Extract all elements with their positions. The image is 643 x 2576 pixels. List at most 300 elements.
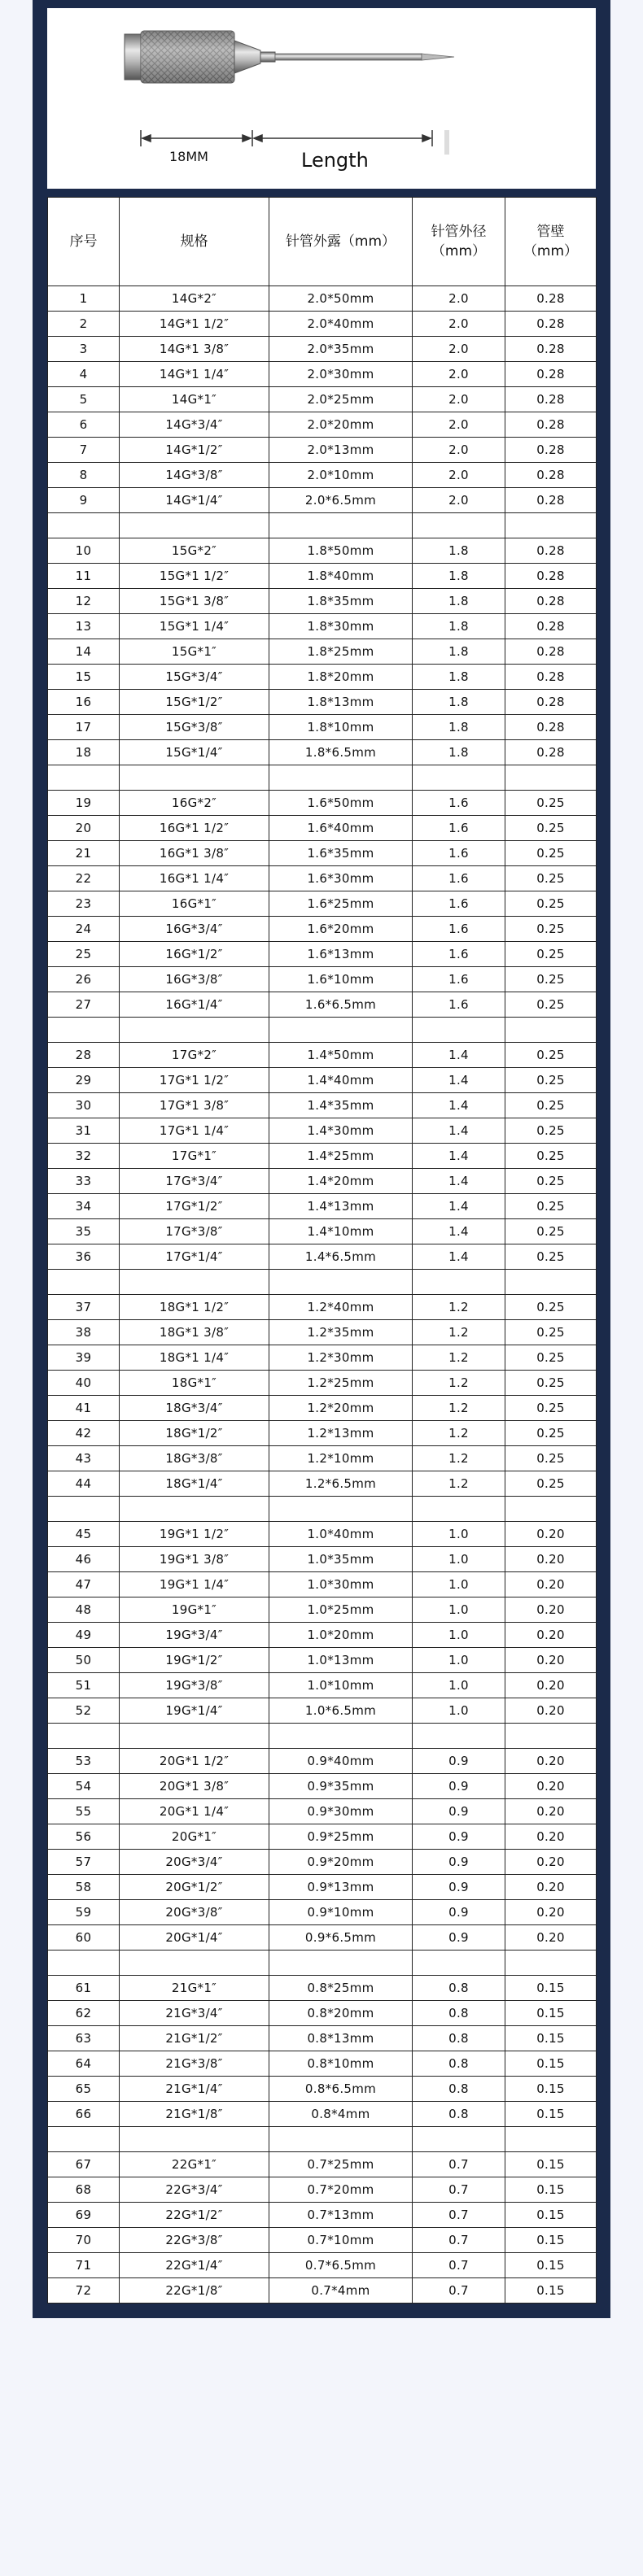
cell-wall: 0.20 bbox=[505, 1623, 597, 1648]
table-row bbox=[48, 488, 597, 513]
cell-seq: 65 bbox=[48, 2077, 120, 2102]
cell-exposure: 1.0*40mm bbox=[269, 1522, 413, 1547]
cell-exposure: 1.4*30mm bbox=[269, 1118, 413, 1144]
cell-seq: 28 bbox=[48, 1043, 120, 1068]
table-row bbox=[48, 1421, 597, 1446]
cell-exposure: 1.8*40mm bbox=[269, 564, 413, 589]
cell-exposure: 1.4*6.5mm bbox=[269, 1244, 413, 1270]
table-header-row bbox=[48, 198, 597, 286]
cell-wall: 0.20 bbox=[505, 1522, 597, 1547]
cell-seq: 20 bbox=[48, 816, 120, 841]
cell-outer-diameter: 1.2 bbox=[413, 1320, 505, 1345]
table-row bbox=[48, 2051, 597, 2077]
cell-seq: 48 bbox=[48, 1597, 120, 1623]
cell-wall: 0.25 bbox=[505, 1093, 597, 1118]
header-wall-line2: （mm） bbox=[523, 243, 579, 259]
cell-seq: 35 bbox=[48, 1219, 120, 1244]
table-row bbox=[48, 1976, 597, 2001]
cell-exposure: 1.8*25mm bbox=[269, 639, 413, 665]
cell-exposure: 1.2*20mm bbox=[269, 1396, 413, 1421]
cell-spec: 14G*1 1/2″ bbox=[120, 312, 269, 337]
separator-cell bbox=[413, 1724, 505, 1749]
cell-spec: 16G*1/4″ bbox=[120, 992, 269, 1018]
cell-outer-diameter: 1.0 bbox=[413, 1648, 505, 1673]
cell-seq: 40 bbox=[48, 1371, 120, 1396]
table-row bbox=[48, 1194, 597, 1219]
cell-spec: 15G*1 1/4″ bbox=[120, 614, 269, 639]
table-row bbox=[48, 639, 597, 665]
cell-outer-diameter: 2.0 bbox=[413, 438, 505, 463]
cell-spec: 16G*1 3/8″ bbox=[120, 841, 269, 866]
cell-seq: 22 bbox=[48, 866, 120, 891]
header-od-line1: 针管外径 bbox=[431, 224, 487, 240]
cell-wall: 0.25 bbox=[505, 1371, 597, 1396]
cell-seq: 64 bbox=[48, 2051, 120, 2077]
cell-outer-diameter: 1.6 bbox=[413, 866, 505, 891]
cell-outer-diameter: 1.4 bbox=[413, 1093, 505, 1118]
cell-seq: 43 bbox=[48, 1446, 120, 1471]
cell-wall: 0.25 bbox=[505, 841, 597, 866]
cell-spec: 22G*3/8″ bbox=[120, 2228, 269, 2253]
cell-spec: 19G*1″ bbox=[120, 1597, 269, 1623]
cell-outer-diameter: 1.4 bbox=[413, 1068, 505, 1093]
cell-spec: 19G*1 3/8″ bbox=[120, 1547, 269, 1572]
table-row bbox=[48, 2253, 597, 2278]
cell-wall: 0.28 bbox=[505, 589, 597, 614]
table-row bbox=[48, 387, 597, 412]
cell-outer-diameter: 1.0 bbox=[413, 1673, 505, 1698]
cell-seq: 67 bbox=[48, 2152, 120, 2177]
cell-outer-diameter: 1.4 bbox=[413, 1144, 505, 1169]
cell-wall: 0.15 bbox=[505, 2077, 597, 2102]
cell-outer-diameter: 0.9 bbox=[413, 1875, 505, 1900]
cell-exposure: 1.4*10mm bbox=[269, 1219, 413, 1244]
cell-seq: 58 bbox=[48, 1875, 120, 1900]
cell-spec: 15G*3/4″ bbox=[120, 665, 269, 690]
needle-diagram bbox=[47, 8, 596, 189]
header-wall bbox=[505, 198, 597, 286]
cell-exposure: 0.7*25mm bbox=[269, 2152, 413, 2177]
cell-exposure: 1.2*30mm bbox=[269, 1345, 413, 1371]
separator-cell bbox=[413, 1951, 505, 1976]
cell-outer-diameter: 0.7 bbox=[413, 2228, 505, 2253]
cell-wall: 0.20 bbox=[505, 1547, 597, 1572]
table-row bbox=[48, 1597, 597, 1623]
cell-wall: 0.20 bbox=[505, 1572, 597, 1597]
cell-wall: 0.28 bbox=[505, 362, 597, 387]
table-row bbox=[48, 816, 597, 841]
header-spec: 规格 bbox=[120, 198, 269, 286]
cell-exposure: 0.8*10mm bbox=[269, 2051, 413, 2077]
cell-spec: 20G*1″ bbox=[120, 1824, 269, 1850]
cell-outer-diameter: 1.6 bbox=[413, 942, 505, 967]
cell-outer-diameter: 1.8 bbox=[413, 639, 505, 665]
cell-spec: 14G*1/2″ bbox=[120, 438, 269, 463]
cell-wall: 0.20 bbox=[505, 1799, 597, 1824]
cell-spec: 18G*1/2″ bbox=[120, 1421, 269, 1446]
cell-seq: 10 bbox=[48, 538, 120, 564]
cell-exposure: 1.0*25mm bbox=[269, 1597, 413, 1623]
separator-cell bbox=[413, 2127, 505, 2152]
cell-exposure: 1.8*30mm bbox=[269, 614, 413, 639]
cell-spec: 19G*1 1/2″ bbox=[120, 1522, 269, 1547]
separator-cell bbox=[413, 765, 505, 791]
cell-wall: 0.28 bbox=[505, 564, 597, 589]
cell-outer-diameter: 0.9 bbox=[413, 1774, 505, 1799]
cell-wall: 0.25 bbox=[505, 791, 597, 816]
cell-seq: 60 bbox=[48, 1925, 120, 1951]
cell-outer-diameter: 1.4 bbox=[413, 1043, 505, 1068]
cell-seq: 72 bbox=[48, 2278, 120, 2304]
group-separator-row bbox=[48, 1018, 597, 1043]
cell-spec: 15G*1″ bbox=[120, 639, 269, 665]
separator-cell bbox=[505, 513, 597, 538]
separator-cell bbox=[48, 1951, 120, 1976]
cell-wall: 0.20 bbox=[505, 1648, 597, 1673]
cell-wall: 0.25 bbox=[505, 1043, 597, 1068]
cell-seq: 49 bbox=[48, 1623, 120, 1648]
cell-wall: 0.28 bbox=[505, 538, 597, 564]
table-row bbox=[48, 992, 597, 1018]
spec-table bbox=[47, 197, 597, 2304]
cell-exposure: 0.8*20mm bbox=[269, 2001, 413, 2026]
cell-seq: 15 bbox=[48, 665, 120, 690]
cell-spec: 15G*1/2″ bbox=[120, 690, 269, 715]
cell-exposure: 1.0*35mm bbox=[269, 1547, 413, 1572]
cell-outer-diameter: 0.8 bbox=[413, 2001, 505, 2026]
cell-seq: 32 bbox=[48, 1144, 120, 1169]
cell-exposure: 0.9*35mm bbox=[269, 1774, 413, 1799]
cell-spec: 17G*3/8″ bbox=[120, 1219, 269, 1244]
cell-wall: 0.15 bbox=[505, 2102, 597, 2127]
cell-exposure: 1.8*35mm bbox=[269, 589, 413, 614]
cell-outer-diameter: 1.6 bbox=[413, 992, 505, 1018]
cell-seq: 29 bbox=[48, 1068, 120, 1093]
cell-outer-diameter: 1.0 bbox=[413, 1572, 505, 1597]
cell-seq: 57 bbox=[48, 1850, 120, 1875]
cell-seq: 39 bbox=[48, 1345, 120, 1371]
cell-wall: 0.25 bbox=[505, 992, 597, 1018]
cell-outer-diameter: 1.4 bbox=[413, 1169, 505, 1194]
cell-exposure: 1.6*10mm bbox=[269, 967, 413, 992]
cell-outer-diameter: 1.2 bbox=[413, 1345, 505, 1371]
cell-spec: 22G*3/4″ bbox=[120, 2177, 269, 2203]
table-row bbox=[48, 1749, 597, 1774]
cell-seq: 70 bbox=[48, 2228, 120, 2253]
cell-wall: 0.20 bbox=[505, 1749, 597, 1774]
table-row bbox=[48, 2203, 597, 2228]
cell-wall: 0.25 bbox=[505, 967, 597, 992]
separator-cell bbox=[505, 2127, 597, 2152]
cell-outer-diameter: 1.2 bbox=[413, 1396, 505, 1421]
table-row bbox=[48, 438, 597, 463]
table-row bbox=[48, 614, 597, 639]
table-row bbox=[48, 2026, 597, 2051]
cell-seq: 68 bbox=[48, 2177, 120, 2203]
cell-outer-diameter: 1.0 bbox=[413, 1623, 505, 1648]
cell-outer-diameter: 1.8 bbox=[413, 614, 505, 639]
cell-seq: 46 bbox=[48, 1547, 120, 1572]
table-row bbox=[48, 1093, 597, 1118]
table-row bbox=[48, 1169, 597, 1194]
cell-seq: 25 bbox=[48, 942, 120, 967]
table-row bbox=[48, 1698, 597, 1724]
cell-seq: 13 bbox=[48, 614, 120, 639]
cell-wall: 0.28 bbox=[505, 387, 597, 412]
cell-exposure: 1.0*6.5mm bbox=[269, 1698, 413, 1724]
separator-cell bbox=[48, 1497, 120, 1522]
cell-outer-diameter: 2.0 bbox=[413, 463, 505, 488]
cell-exposure: 1.6*20mm bbox=[269, 917, 413, 942]
cell-wall: 0.25 bbox=[505, 866, 597, 891]
cell-spec: 21G*1″ bbox=[120, 1976, 269, 2001]
cell-exposure: 1.4*20mm bbox=[269, 1169, 413, 1194]
cell-spec: 22G*1/4″ bbox=[120, 2253, 269, 2278]
table-row bbox=[48, 2228, 597, 2253]
separator-cell bbox=[269, 1018, 413, 1043]
cell-outer-diameter: 0.7 bbox=[413, 2278, 505, 2304]
cell-wall: 0.25 bbox=[505, 1068, 597, 1093]
cell-wall: 0.25 bbox=[505, 1421, 597, 1446]
cell-exposure: 1.4*25mm bbox=[269, 1144, 413, 1169]
table-row bbox=[48, 564, 597, 589]
group-separator-row bbox=[48, 2127, 597, 2152]
cell-exposure: 2.0*13mm bbox=[269, 438, 413, 463]
group-separator-row bbox=[48, 1270, 597, 1295]
cell-wall: 0.15 bbox=[505, 2152, 597, 2177]
cell-spec: 17G*1 1/4″ bbox=[120, 1118, 269, 1144]
cell-wall: 0.25 bbox=[505, 917, 597, 942]
cell-seq: 30 bbox=[48, 1093, 120, 1118]
cell-seq: 51 bbox=[48, 1673, 120, 1698]
cell-seq: 55 bbox=[48, 1799, 120, 1824]
separator-cell bbox=[413, 1270, 505, 1295]
cell-wall: 0.25 bbox=[505, 1169, 597, 1194]
cell-spec: 21G*3/8″ bbox=[120, 2051, 269, 2077]
cell-seq: 37 bbox=[48, 1295, 120, 1320]
cell-seq: 50 bbox=[48, 1648, 120, 1673]
cell-outer-diameter: 0.8 bbox=[413, 1976, 505, 2001]
separator-cell bbox=[48, 1270, 120, 1295]
cell-wall: 0.25 bbox=[505, 1345, 597, 1371]
cell-spec: 21G*1/4″ bbox=[120, 2077, 269, 2102]
cell-outer-diameter: 1.2 bbox=[413, 1371, 505, 1396]
table-row bbox=[48, 1345, 597, 1371]
cell-seq: 53 bbox=[48, 1749, 120, 1774]
cell-outer-diameter: 2.0 bbox=[413, 488, 505, 513]
table-row bbox=[48, 1471, 597, 1497]
cell-exposure: 0.9*10mm bbox=[269, 1900, 413, 1925]
cell-exposure: 0.8*4mm bbox=[269, 2102, 413, 2127]
cell-exposure: 1.2*40mm bbox=[269, 1295, 413, 1320]
cell-seq: 5 bbox=[48, 387, 120, 412]
cell-outer-diameter: 1.6 bbox=[413, 841, 505, 866]
cell-seq: 11 bbox=[48, 564, 120, 589]
cell-exposure: 0.7*13mm bbox=[269, 2203, 413, 2228]
cell-wall: 0.15 bbox=[505, 2278, 597, 2304]
cell-spec: 19G*3/8″ bbox=[120, 1673, 269, 1698]
group-separator-row bbox=[48, 765, 597, 791]
table-row bbox=[48, 1219, 597, 1244]
cell-exposure: 1.6*6.5mm bbox=[269, 992, 413, 1018]
cell-seq: 26 bbox=[48, 967, 120, 992]
separator-cell bbox=[120, 1951, 269, 1976]
group-separator-row bbox=[48, 1724, 597, 1749]
cell-outer-diameter: 0.7 bbox=[413, 2177, 505, 2203]
cell-exposure: 1.0*30mm bbox=[269, 1572, 413, 1597]
separator-cell bbox=[120, 513, 269, 538]
cell-exposure: 0.9*13mm bbox=[269, 1875, 413, 1900]
table-row bbox=[48, 1572, 597, 1597]
cell-exposure: 0.7*20mm bbox=[269, 2177, 413, 2203]
separator-cell bbox=[120, 765, 269, 791]
cell-wall: 0.28 bbox=[505, 639, 597, 665]
cell-spec: 20G*1/2″ bbox=[120, 1875, 269, 1900]
cell-outer-diameter: 1.0 bbox=[413, 1597, 505, 1623]
cell-outer-diameter: 0.8 bbox=[413, 2051, 505, 2077]
cell-spec: 20G*3/8″ bbox=[120, 1900, 269, 1925]
cell-exposure: 1.8*10mm bbox=[269, 715, 413, 740]
cell-spec: 16G*1 1/2″ bbox=[120, 816, 269, 841]
needle-illustration bbox=[47, 8, 596, 189]
table-row bbox=[48, 1824, 597, 1850]
cell-spec: 16G*3/8″ bbox=[120, 967, 269, 992]
cell-exposure: 0.8*13mm bbox=[269, 2026, 413, 2051]
cell-wall: 0.28 bbox=[505, 665, 597, 690]
cell-wall: 0.25 bbox=[505, 816, 597, 841]
cell-spec: 18G*3/8″ bbox=[120, 1446, 269, 1471]
cell-outer-diameter: 0.7 bbox=[413, 2253, 505, 2278]
cell-seq: 36 bbox=[48, 1244, 120, 1270]
separator-cell bbox=[505, 1724, 597, 1749]
cell-outer-diameter: 1.8 bbox=[413, 538, 505, 564]
separator-cell bbox=[269, 2127, 413, 2152]
cell-spec: 17G*1 1/2″ bbox=[120, 1068, 269, 1093]
cell-wall: 0.28 bbox=[505, 488, 597, 513]
cell-wall: 0.15 bbox=[505, 2228, 597, 2253]
table-row bbox=[48, 1925, 597, 1951]
cell-spec: 18G*1 1/2″ bbox=[120, 1295, 269, 1320]
separator-cell bbox=[413, 1497, 505, 1522]
table-row bbox=[48, 1774, 597, 1799]
table-row bbox=[48, 286, 597, 312]
cell-exposure: 1.4*50mm bbox=[269, 1043, 413, 1068]
cell-outer-diameter: 0.7 bbox=[413, 2152, 505, 2177]
cell-exposure: 0.9*30mm bbox=[269, 1799, 413, 1824]
header-exposure: 针管外露（mm） bbox=[269, 198, 413, 286]
cell-exposure: 2.0*10mm bbox=[269, 463, 413, 488]
cell-exposure: 1.2*6.5mm bbox=[269, 1471, 413, 1497]
cell-wall: 0.20 bbox=[505, 1698, 597, 1724]
cell-exposure: 0.7*6.5mm bbox=[269, 2253, 413, 2278]
cell-exposure: 1.6*13mm bbox=[269, 942, 413, 967]
table-row bbox=[48, 463, 597, 488]
separator-cell bbox=[120, 1497, 269, 1522]
cell-spec: 16G*1 1/4″ bbox=[120, 866, 269, 891]
cell-exposure: 1.2*13mm bbox=[269, 1421, 413, 1446]
table-row bbox=[48, 917, 597, 942]
cell-seq: 56 bbox=[48, 1824, 120, 1850]
table-row bbox=[48, 866, 597, 891]
cell-outer-diameter: 2.0 bbox=[413, 312, 505, 337]
cell-seq: 34 bbox=[48, 1194, 120, 1219]
cell-wall: 0.28 bbox=[505, 412, 597, 438]
cell-spec: 18G*1/4″ bbox=[120, 1471, 269, 1497]
cell-wall: 0.25 bbox=[505, 1320, 597, 1345]
cell-exposure: 1.4*35mm bbox=[269, 1093, 413, 1118]
cell-outer-diameter: 0.9 bbox=[413, 1799, 505, 1824]
cell-seq: 38 bbox=[48, 1320, 120, 1345]
header-seq: 序号 bbox=[48, 198, 120, 286]
group-separator-row bbox=[48, 513, 597, 538]
table-row bbox=[48, 690, 597, 715]
cell-outer-diameter: 1.4 bbox=[413, 1118, 505, 1144]
cell-outer-diameter: 1.6 bbox=[413, 791, 505, 816]
cell-outer-diameter: 1.8 bbox=[413, 564, 505, 589]
cell-spec: 15G*1 1/2″ bbox=[120, 564, 269, 589]
table-row bbox=[48, 2152, 597, 2177]
cell-spec: 18G*3/4″ bbox=[120, 1396, 269, 1421]
cell-spec: 22G*1/2″ bbox=[120, 2203, 269, 2228]
separator-cell bbox=[505, 1018, 597, 1043]
cell-spec: 16G*1″ bbox=[120, 891, 269, 917]
cell-exposure: 0.9*20mm bbox=[269, 1850, 413, 1875]
cell-seq: 6 bbox=[48, 412, 120, 438]
cell-spec: 15G*1 3/8″ bbox=[120, 589, 269, 614]
cell-spec: 14G*1/4″ bbox=[120, 488, 269, 513]
table-row bbox=[48, 791, 597, 816]
spec-table-body bbox=[48, 286, 597, 2304]
table-row bbox=[48, 1673, 597, 1698]
cell-seq: 24 bbox=[48, 917, 120, 942]
cell-spec: 19G*1/4″ bbox=[120, 1698, 269, 1724]
cell-spec: 21G*1/2″ bbox=[120, 2026, 269, 2051]
cell-outer-diameter: 2.0 bbox=[413, 286, 505, 312]
cell-seq: 47 bbox=[48, 1572, 120, 1597]
cell-wall: 0.15 bbox=[505, 2253, 597, 2278]
table-row bbox=[48, 942, 597, 967]
table-row bbox=[48, 1371, 597, 1396]
cell-exposure: 0.7*10mm bbox=[269, 2228, 413, 2253]
cell-outer-diameter: 1.8 bbox=[413, 589, 505, 614]
cell-exposure: 1.4*13mm bbox=[269, 1194, 413, 1219]
separator-cell bbox=[120, 1018, 269, 1043]
needle-tube bbox=[275, 54, 454, 60]
table-row bbox=[48, 1900, 597, 1925]
cell-outer-diameter: 1.8 bbox=[413, 715, 505, 740]
cell-spec: 20G*3/4″ bbox=[120, 1850, 269, 1875]
separator-cell bbox=[269, 1951, 413, 1976]
cell-seq: 52 bbox=[48, 1698, 120, 1724]
cell-spec: 19G*1/2″ bbox=[120, 1648, 269, 1673]
cell-exposure: 2.0*35mm bbox=[269, 337, 413, 362]
cell-wall: 0.20 bbox=[505, 1850, 597, 1875]
cell-seq: 3 bbox=[48, 337, 120, 362]
cell-spec: 16G*2″ bbox=[120, 791, 269, 816]
cell-seq: 2 bbox=[48, 312, 120, 337]
cell-wall: 0.15 bbox=[505, 2001, 597, 2026]
dim-length-label: Length bbox=[301, 149, 369, 172]
cell-seq: 62 bbox=[48, 2001, 120, 2026]
cell-seq: 33 bbox=[48, 1169, 120, 1194]
cell-outer-diameter: 1.4 bbox=[413, 1194, 505, 1219]
group-separator-row bbox=[48, 1497, 597, 1522]
cell-spec: 17G*1 3/8″ bbox=[120, 1093, 269, 1118]
cell-exposure: 1.0*13mm bbox=[269, 1648, 413, 1673]
cell-exposure: 1.6*35mm bbox=[269, 841, 413, 866]
cell-exposure: 2.0*20mm bbox=[269, 412, 413, 438]
cell-spec: 14G*1″ bbox=[120, 387, 269, 412]
